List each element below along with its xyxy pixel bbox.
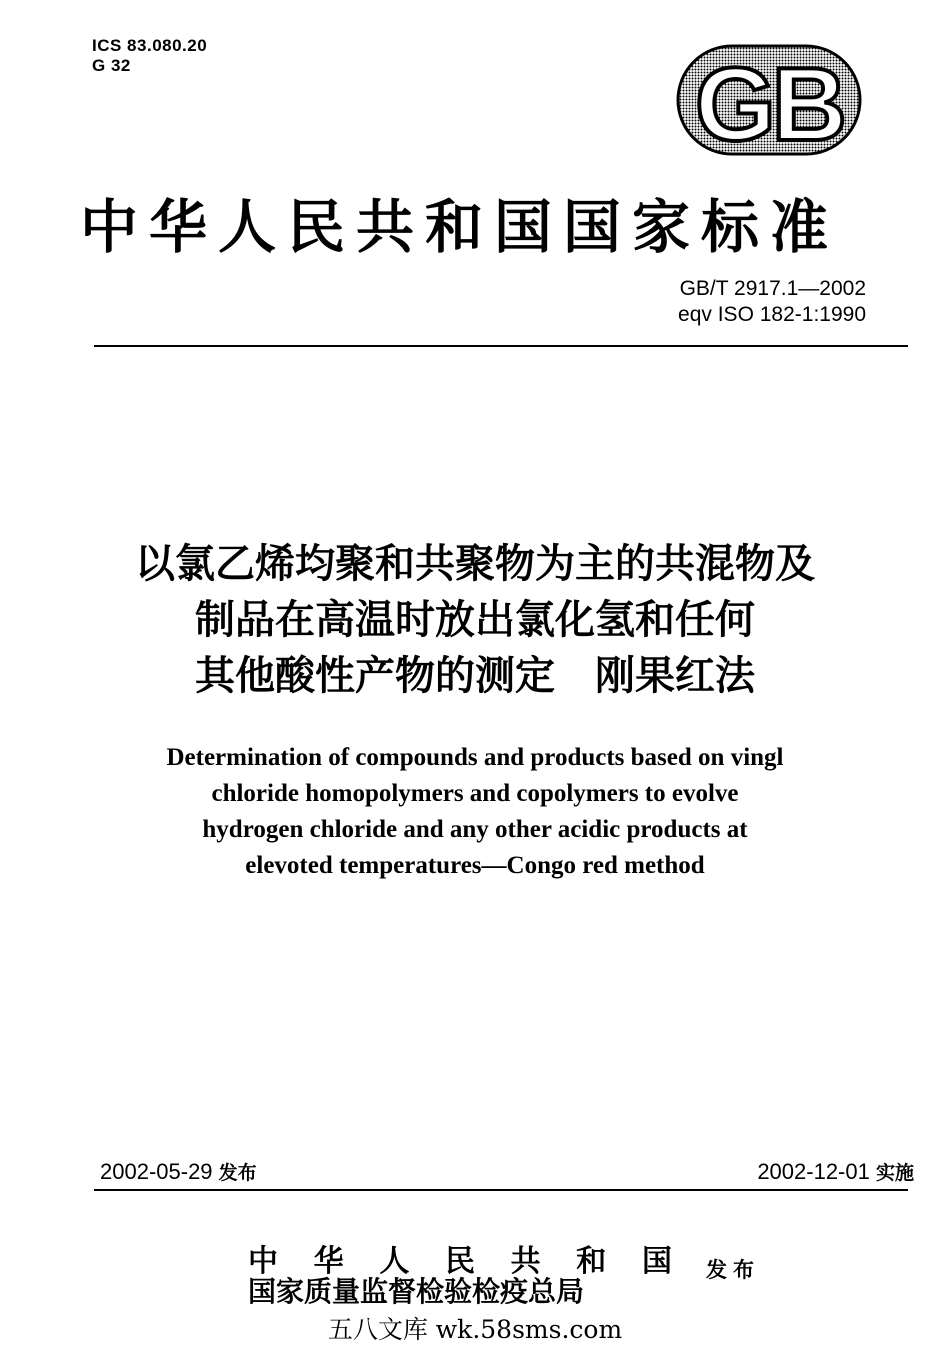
- standard-type-heading: 中华人民共和国国家标准: [80, 193, 840, 261]
- header-divider: [94, 345, 908, 347]
- issuer-char: 华: [313, 1244, 344, 1279]
- issuer-action: 发布: [706, 1258, 760, 1282]
- classification-codes: [92, 36, 207, 76]
- chinese-title-line: 其他酸性产物的测定 刚果红法: [195, 653, 755, 699]
- equivalence-note: eqv ISO 182-1:1990: [678, 303, 866, 326]
- issuer-char: 和: [576, 1244, 607, 1279]
- chinese-title-line: 制品在高温时放出氯化氢和任何: [195, 597, 755, 643]
- issuer-char: 民: [444, 1244, 475, 1279]
- watermark-text: 五八文库 wk.58sms.com: [327, 1315, 623, 1344]
- english-title-line: elevoted temperatures—Congo red method: [245, 852, 705, 879]
- issuer-char: 人: [379, 1244, 410, 1279]
- english-title-line: hydrogen chloride and any other acidic products at: [202, 816, 748, 843]
- english-title-line: Determination of compounds and products based on vingl: [166, 744, 784, 771]
- gb-logo: [676, 44, 862, 156]
- english-title: [80, 740, 870, 884]
- implement-date-block: [757, 1158, 914, 1185]
- issuer-char: 中: [248, 1244, 278, 1279]
- implement-date: 2002-12-01: [757, 1159, 870, 1184]
- issuer-char: 国: [641, 1244, 672, 1279]
- issue-date-block: [100, 1158, 257, 1185]
- chinese-title: [60, 536, 890, 704]
- implement-label: 实施: [875, 1162, 914, 1184]
- english-title-line: chloride homopolymers and copolymers to evolve: [211, 780, 739, 807]
- footer-divider: [94, 1189, 908, 1191]
- standard-number: GB/T 2917.1—2002: [679, 277, 866, 300]
- issuer-char: 共: [510, 1244, 541, 1279]
- gb-logo-text: GB: [695, 47, 843, 156]
- issuer-agency: 国家质量监督检验检疫总局: [248, 1275, 585, 1308]
- ics-code: ICS 83.080.20: [92, 36, 208, 55]
- ccs-code: G 32: [92, 56, 131, 75]
- chinese-title-line: 以氯乙烯均聚和共聚物为主的共混物及: [135, 541, 815, 587]
- standard-number-block: [560, 276, 866, 328]
- issue-date: 2002-05-29: [100, 1159, 213, 1184]
- issue-label: 发布: [218, 1162, 257, 1184]
